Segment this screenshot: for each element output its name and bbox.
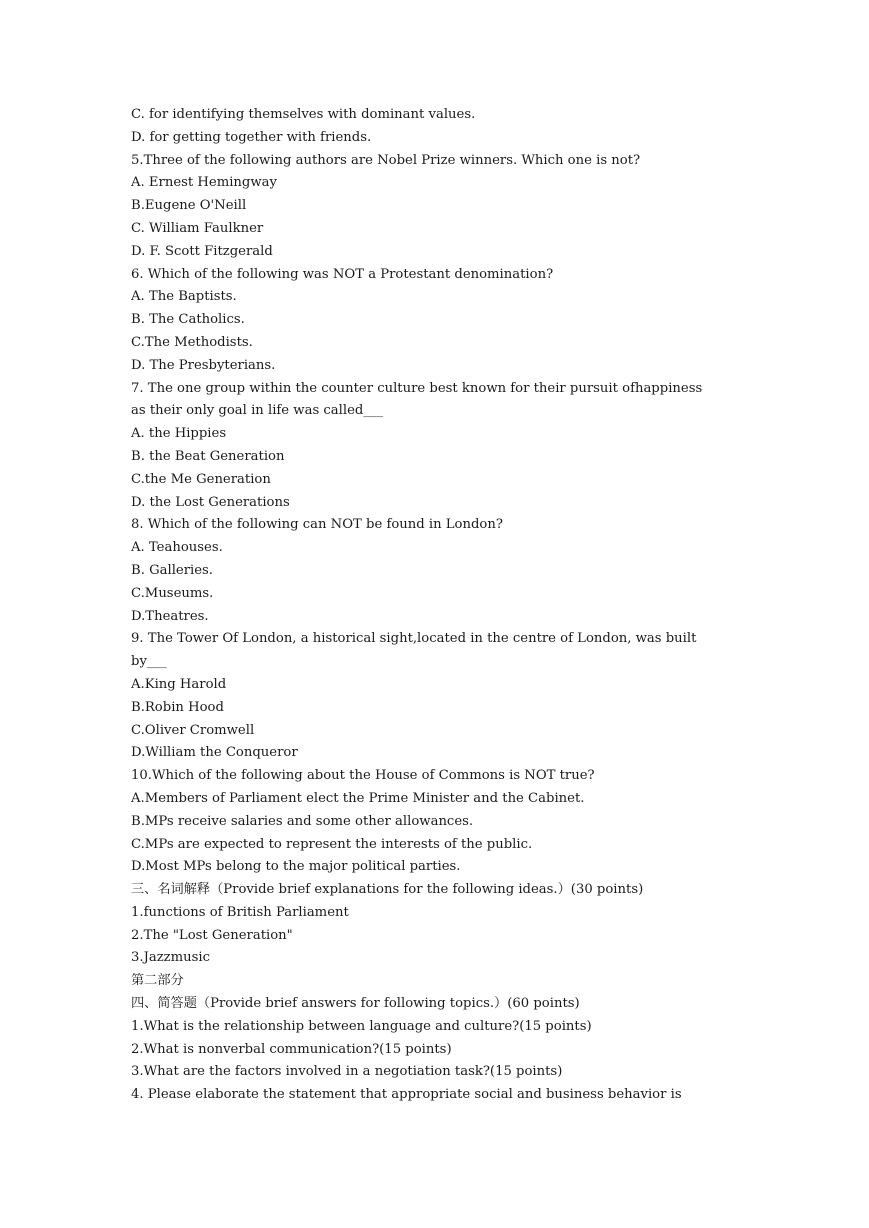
question-8: 8. Which of the following can NOT be found in London? <box>131 517 503 533</box>
option-line: C.the Me Generation <box>131 471 271 487</box>
question-10: 10.Which of the following about the House of Commons is NOT true? <box>131 768 595 784</box>
document-body <box>131 104 751 1107</box>
term-item: 2.The "Lost Generation" <box>131 927 293 943</box>
question-5: 5.Three of the following authors are Nobel Prize winners. Which one is not? <box>131 152 641 168</box>
option-line: C.Museums. <box>131 585 214 601</box>
short-answer-item: 1.What is the relationship between language and culture?(15 points) <box>131 1018 592 1034</box>
short-answer-item: 4. Please elaborate the statement that appropriate social and business behavior is <box>131 1087 682 1103</box>
short-answer-item: 2.What is nonverbal communication?(15 points) <box>131 1041 452 1057</box>
option-line: A. The Baptists. <box>131 289 237 305</box>
option-line: B. The Catholics. <box>131 312 245 328</box>
option-line: A. the Hippies <box>131 426 227 442</box>
option-line: D.William the Conqueror <box>131 745 298 761</box>
option-line: C. William Faulkner <box>131 220 264 236</box>
option-line: A. Teahouses. <box>131 540 223 556</box>
question-9: 9. The Tower Of London, a historical sight,located in the centre of London, was built <box>131 631 697 647</box>
option-line: D. F. Scott Fitzgerald <box>131 243 273 259</box>
option-line: A.Members of Parliament elect the Prime Minister and the Cabinet. <box>131 790 585 806</box>
option-line: B.MPs receive salaries and some other allowances. <box>131 813 474 829</box>
option-line: D. The Presbyterians. <box>131 357 276 373</box>
option-line: A.King Harold <box>131 676 227 692</box>
option-line: B. Galleries. <box>131 562 213 578</box>
question-7: 7. The one group within the counter culture best known for their pursuit ofhappiness <box>131 380 703 396</box>
option-line: C.Oliver Cromwell <box>131 722 255 738</box>
term-item: 1.functions of British Parliament <box>131 904 349 920</box>
question-6: 6. Which of the following was NOT a Protestant denomination? <box>131 266 554 282</box>
option-line: D.Theatres. <box>131 608 209 624</box>
part-heading: 第二部分 <box>131 973 184 989</box>
option-line: D.Most MPs belong to the major political parties. <box>131 859 461 875</box>
option-line: B. the Beat Generation <box>131 448 285 464</box>
short-answer-item: 3.What are the factors involved in a negotiation task?(15 points) <box>131 1064 563 1080</box>
option-line: B.Eugene O'Neill <box>131 198 247 214</box>
option-line: C.The Methodists. <box>131 334 253 350</box>
option-line: B.Robin Hood <box>131 699 224 715</box>
section-heading-3: 三、名词解释（Provide brief explanations for the following ideas.）(30 points) <box>131 882 644 898</box>
option-line: C.MPs are expected to represent the interests of the public. <box>131 836 533 852</box>
question-9-continued: by___ <box>131 654 167 670</box>
option-line: D. the Lost Generations <box>131 494 290 510</box>
text-line: C. for identifying themselves with dominant values. <box>131 107 476 122</box>
question-7-continued: as their only goal in life was called___ <box>131 403 384 419</box>
section-heading-4: 四、简答题（Provide brief answers for following topics.）(60 points) <box>131 996 580 1012</box>
option-line: A. Ernest Hemingway <box>131 175 277 191</box>
text-line: D. for getting together with friends. <box>131 129 372 145</box>
term-item: 3.Jazzmusic <box>131 950 210 966</box>
